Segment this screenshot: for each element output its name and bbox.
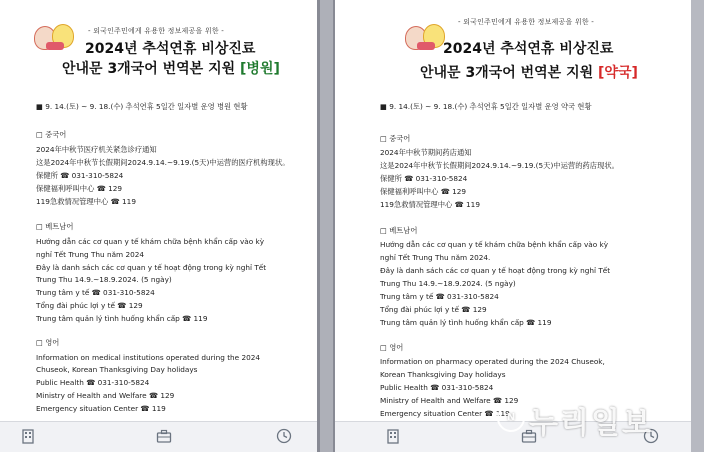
- text-line: 保健所 ☎ 031-310-5824: [36, 171, 124, 180]
- section-heading-english: □ 영어: [36, 338, 60, 347]
- page-gap: [320, 0, 333, 452]
- watermark-text: 누리일보: [529, 406, 653, 441]
- watermark-badge: N: [497, 404, 525, 432]
- text-line: Information on pharmacy operated during the 2024 Chuseok,: [380, 357, 605, 366]
- text-line: Public Health ☎ 031-310-5824: [36, 378, 150, 387]
- text-line: Emergency situation Center ☎ 119: [36, 404, 166, 413]
- title-prefix: 안내문 3개국어 번역본 지원: [420, 65, 599, 81]
- hospital-notice-page: [0, 0, 320, 452]
- text-line: Trung tâm y tế ☎ 031-310-5824: [36, 288, 155, 297]
- mascot-logo: [34, 22, 78, 52]
- briefcase-icon[interactable]: [156, 428, 172, 444]
- section-heading-vietnamese: □ 베트남어: [380, 226, 418, 235]
- date-range-line: ■ 9. 14.(토) ~ 9. 18.(수) 추석연휴 5일간 일자별 운영 병원 현황: [36, 102, 248, 111]
- pharmacy-tag: [약국]: [598, 65, 638, 81]
- doc-title-line1: 2024년 추석연휴 비상진료: [443, 41, 614, 57]
- date-range-line: ■ 9. 14.(토) ~ 9. 18.(수) 추석연휴 5일간 일자별 운영 약국 현황: [380, 102, 592, 111]
- news-watermark: [497, 398, 687, 441]
- text-line: Chuseok, Korean Thanksgiving Day holidays: [36, 365, 198, 374]
- doc-subtitle: - 외국인주민에게 유용한 정보제공을 위한 -: [88, 27, 224, 35]
- scroll-strip: [691, 0, 704, 452]
- title-prefix: 안내문 3개국어 번역본 지원: [62, 61, 241, 77]
- text-line: Trung Thu 14.9.~18.9.2024. (5 ngày): [380, 279, 516, 288]
- text-line: Emergency situation Center ☎ 119: [380, 409, 510, 418]
- text-line: 保健福利呼叫中心 ☎ 129: [36, 184, 123, 193]
- text-line: 这是2024年中秋节长假期间2024.9.14.~9.19.(5天)中运营的药店现状。: [380, 161, 619, 170]
- text-line: 这是2024年中秋节长假期间2024.9.14.~9.19.(5天)中运营的医疗机构现状。: [36, 158, 290, 167]
- text-line: nghỉ Tết Trung Thu năm 2024: [36, 250, 145, 259]
- bottom-toolbar: [0, 421, 317, 452]
- doc-title-line2: [62, 58, 280, 78]
- text-line: Information on medical institutions operated during the 2024: [36, 353, 261, 362]
- text-line: Hướng dẫn các cơ quan y tế khám chữa bệnh khẩn cấp vào kỳ: [380, 240, 609, 249]
- text-line: Đây là danh sách các cơ quan y tế hoạt động trong kỳ nghỉ Tết: [380, 266, 611, 275]
- text-line: Trung tâm quản lý tình huống khẩn cấp ☎ 119: [36, 314, 208, 323]
- text-line: Ministry of Health and Welfare ☎ 129: [380, 396, 519, 405]
- section-heading-english: □ 영어: [380, 343, 404, 352]
- text-line: nghỉ Tết Trung Thu năm 2024.: [380, 253, 491, 262]
- doc-title-line1: 2024년 추석연휴 비상진료: [85, 41, 256, 57]
- building-icon[interactable]: [20, 428, 36, 444]
- text-line: Trung tâm y tế ☎ 031-310-5824: [380, 292, 499, 301]
- text-line: Trung tâm quản lý tình huống khẩn cấp ☎ 119: [380, 318, 552, 327]
- text-line: Trung Thu 14.9.~18.9.2024. (5 ngày): [36, 275, 172, 284]
- section-heading-vietnamese: □ 베트남어: [36, 222, 74, 231]
- text-line: Hướng dẫn các cơ quan y tế khám chữa bệnh khẩn cấp vào kỳ: [36, 237, 265, 246]
- text-line: 保健所 ☎ 031-310-5824: [380, 174, 468, 183]
- text-line: 保健福利呼叫中心 ☎ 129: [380, 187, 467, 196]
- doc-title-line2: [420, 62, 638, 82]
- text-line: Tổng đài phúc lợi y tế ☎ 129: [380, 305, 487, 314]
- section-heading-chinese: □ 중국어: [380, 134, 411, 143]
- pharmacy-notice-page: [333, 0, 691, 452]
- text-line: 2024年中秋节期间药店通知: [380, 148, 472, 157]
- section-heading-chinese: □ 중국어: [36, 130, 67, 139]
- hospital-tag: [병원]: [240, 61, 280, 77]
- text-line: 119急救情况管理中心 ☎ 119: [380, 200, 480, 209]
- text-line: Korean Thanksgiving Day holidays: [380, 370, 506, 379]
- text-line: 119急救情况管理中心 ☎ 119: [36, 197, 136, 206]
- doc-subtitle: - 외국인주민에게 유용한 정보제공을 위한 -: [458, 18, 594, 26]
- text-line: Ministry of Health and Welfare ☎ 129: [36, 391, 175, 400]
- text-line: Public Health ☎ 031-310-5824: [380, 383, 494, 392]
- text-line: Đây là danh sách các cơ quan y tế hoạt động trong kỳ nghỉ Tết: [36, 263, 267, 272]
- building-icon[interactable]: [385, 428, 401, 444]
- text-line: Tổng đài phúc lợi y tế ☎ 129: [36, 301, 143, 310]
- clock-icon[interactable]: [276, 428, 292, 444]
- text-line: 2024年中秋节医疗机关紧急诊疗通知: [36, 145, 157, 154]
